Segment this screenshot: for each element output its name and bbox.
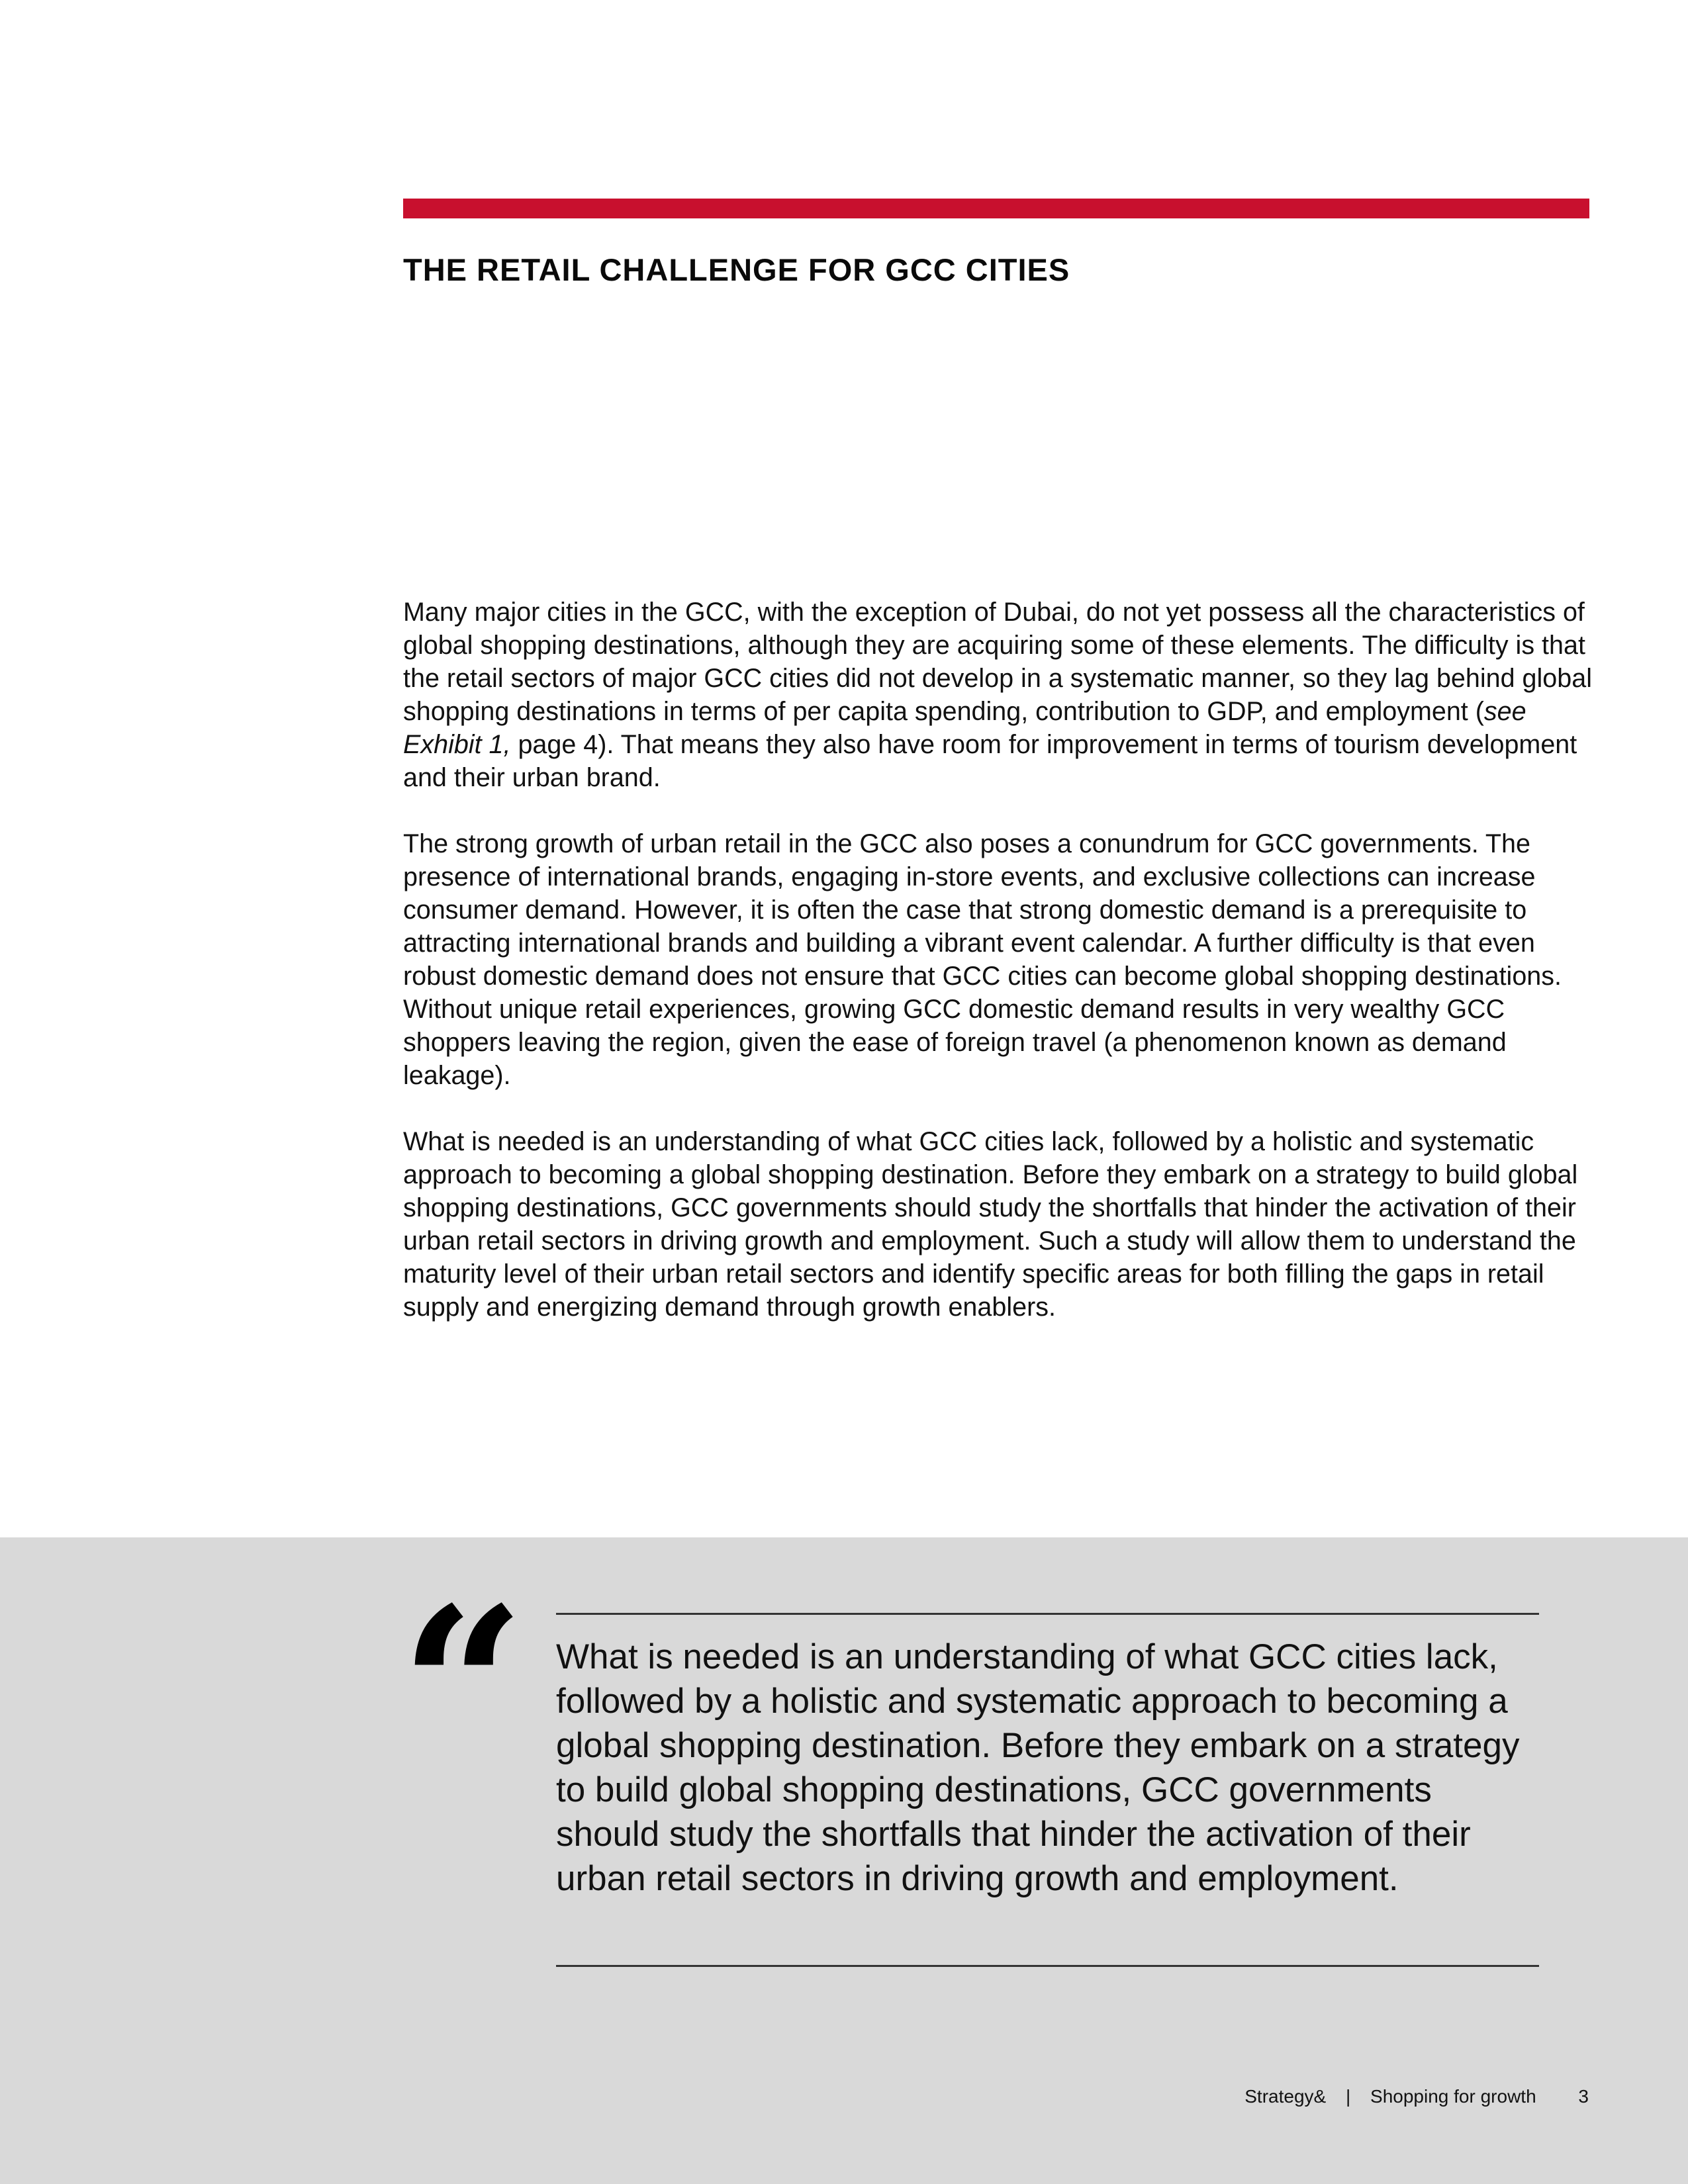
- body-text: [403, 596, 1595, 1357]
- page-footer: [1244, 2085, 1589, 2109]
- paragraph-1-text-end: page 4). That means they also have room for improvement in terms of tourism development and their urban brand.: [403, 730, 1577, 792]
- footer-brand: Strategy&: [1244, 2086, 1327, 2107]
- pullquote-bottom-rule: [556, 1965, 1539, 1967]
- exhibit-reference: see Exhibit 1,: [403, 697, 1526, 759]
- section-title: THE RETAIL CHALLENGE FOR GCC CITIES: [403, 252, 1070, 287]
- pullquote-top-rule: [556, 1613, 1539, 1615]
- pullquote-text: What is needed is an understanding of what GCC cities lack, followed by a holistic and systematic approach to becoming a global shopping destination. Before they embark on a strategy to build global shopping destinations, GCC governments should study the shortfalls that hinder the activation of their urban retail sectors in driving growth and employment.: [556, 1637, 1520, 1898]
- footer-publication: Shopping for growth: [1370, 2086, 1536, 2107]
- page-number: 3: [1578, 2086, 1589, 2107]
- paragraph-3: What is needed is an understanding of what GCC cities lack, followed by a holistic and systematic approach to becoming a global shopping destination. Before they embark on a strategy to build global shopping destinations, GCC governments should study the shortfalls that hinder the activation of their urban retail sectors in driving growth and employment. Such a study will allow them to understand the maturity level of their urban retail sectors and identify specific areas for both filling the gaps in retail supply and energizing demand through growth enablers.: [403, 1127, 1578, 1322]
- section-accent-bar: [403, 199, 1589, 218]
- quote-mark-icon: “: [400, 1559, 526, 1816]
- footer-separator: |: [1345, 2086, 1351, 2107]
- paragraph-1: [403, 596, 1595, 794]
- paragraph-1-text: Many major cities in the GCC, with the exception of Dubai, do not yet possess all the characteristics of global shopping destinations, although they are acquiring some of these elements. The difficulty is that the retail sectors of major GCC cities did not develop in a systematic manner, so they lag behind global shopping destinations in terms of per capita spending, contribution to GDP, and employment (: [403, 598, 1592, 726]
- paragraph-2: The strong growth of urban retail in the GCC also poses a conundrum for GCC governments. The presence of international brands, engaging in-store events, and exclusive collections can increase consumer demand. However, it is often the case that strong domestic demand is a prerequisite to attracting international brands and building a vibrant event calendar. A further difficulty is that even robust domestic demand does not ensure that GCC cities can become global shopping destinations. Without unique retail experiences, growing GCC domestic demand results in very wealthy GCC shoppers leaving the region, given the ease of foreign travel (a phenomenon known as demand leakage).: [403, 829, 1562, 1090]
